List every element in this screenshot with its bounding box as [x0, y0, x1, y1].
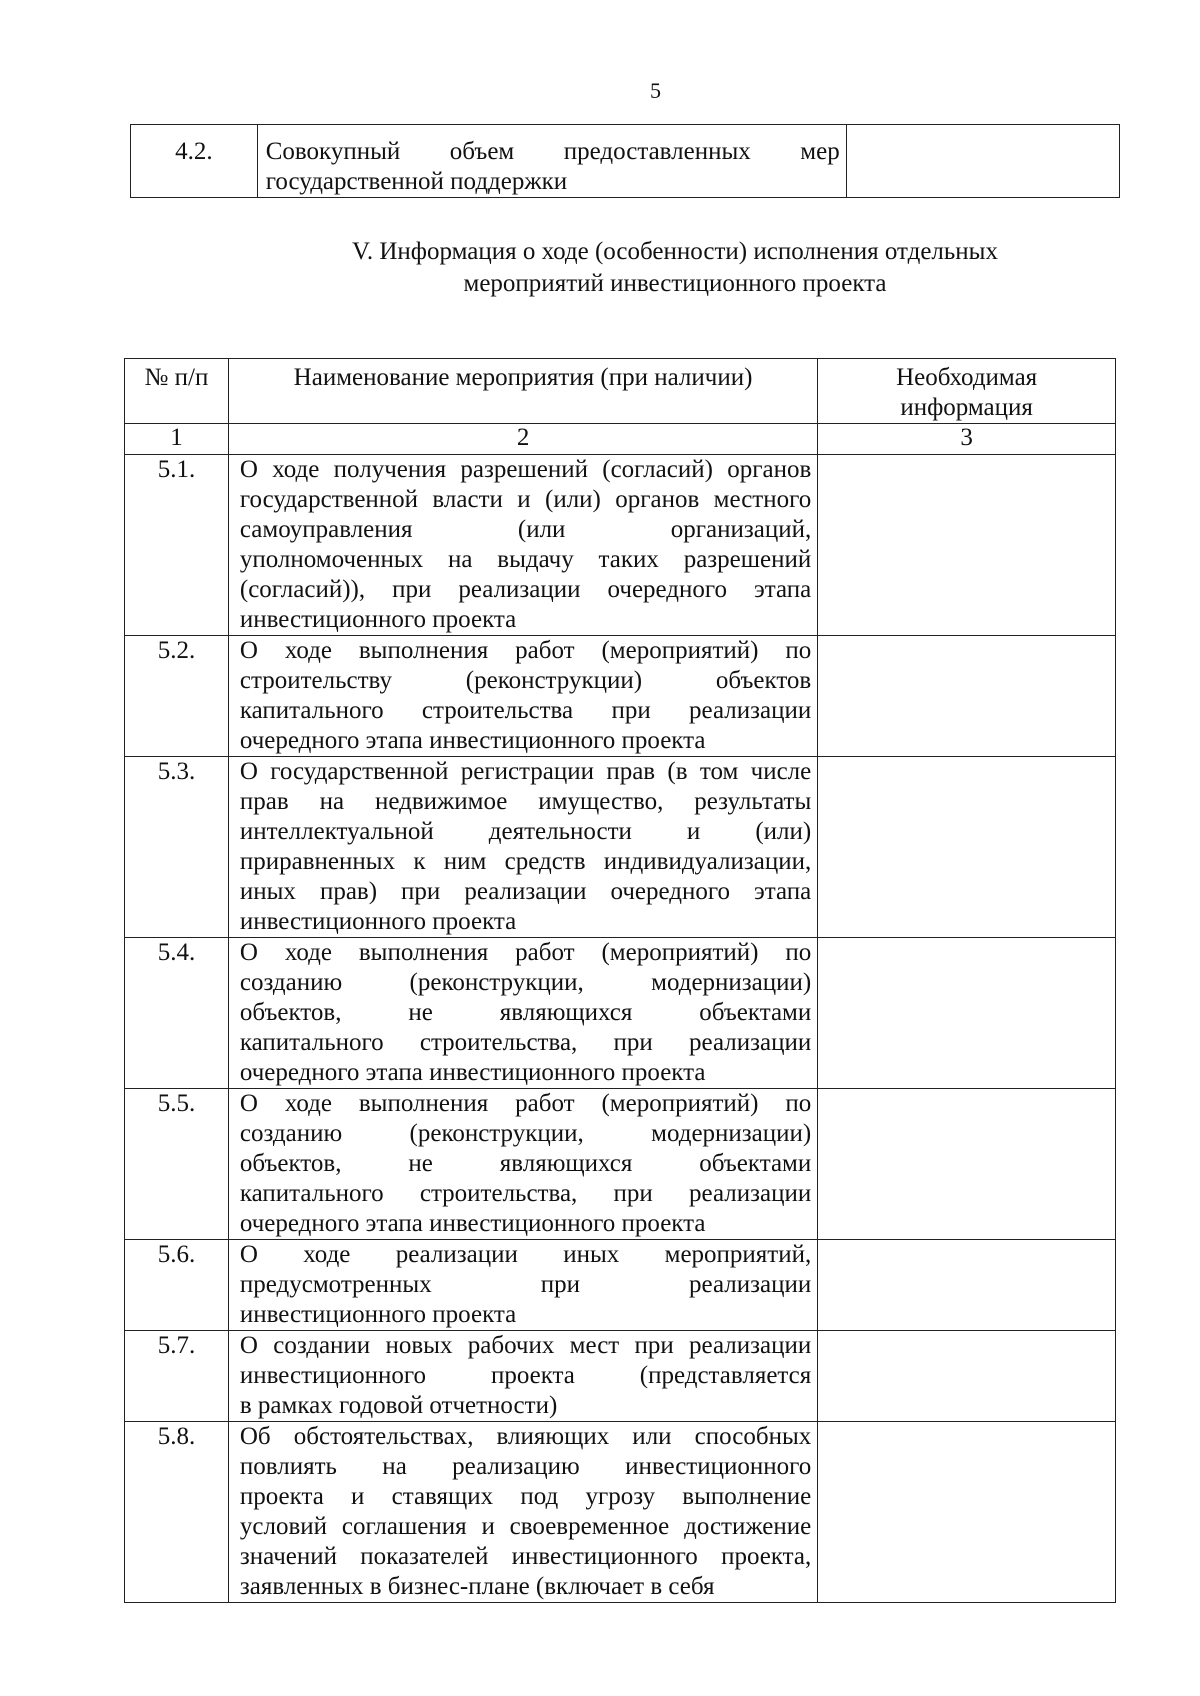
section-title-line: мероприятий инвестиционного проекта: [463, 270, 887, 297]
text-line: О ходе выполнения работ (мероприятий) по: [239, 637, 812, 664]
row-number: 4.2.: [131, 125, 258, 198]
row-number: 5.4.: [125, 938, 229, 1089]
text-line: О государственной регистрации прав (в том числе: [239, 758, 812, 785]
row-info: [818, 455, 1116, 636]
text-line: условий соглашения и своевременное достижение: [239, 1513, 812, 1540]
text-line: интеллектуальной деятельности и (или): [239, 818, 812, 845]
row-number: 5.3.: [125, 757, 229, 938]
row-number: 5.7.: [125, 1331, 229, 1422]
row-info: [818, 1240, 1116, 1331]
text-line: инвестиционного проекта: [239, 606, 517, 633]
text-line: иных прав) при реализации очередного этапа: [239, 878, 812, 905]
section-title-line: V. Информация о ходе (особенности) исполнения отдельных: [352, 238, 998, 265]
table-row: [131, 125, 1120, 198]
row-text: [228, 1422, 817, 1603]
text-line: (согласий)), при реализации очередного этапа: [239, 576, 812, 603]
text-line: инвестиционного проекта (представляется: [239, 1362, 812, 1389]
header-name: Наименование мероприятия (при наличии): [228, 359, 817, 424]
text-line: прав на недвижимое имущество, результаты: [239, 788, 812, 815]
text-line: очередного этапа инвестиционного проекта: [239, 1059, 706, 1086]
text-line: инвестиционного проекта: [239, 908, 517, 935]
text-line: созданию (реконструкции, модернизации): [239, 969, 812, 996]
header-number: № п/п: [125, 359, 229, 424]
row-info: [818, 636, 1116, 757]
row-text: [228, 636, 817, 757]
table-row: [125, 1240, 1116, 1331]
row-value: [846, 125, 1119, 198]
text-line: О ходе реализации иных мероприятий,: [239, 1241, 812, 1268]
row-info: [818, 1422, 1116, 1603]
text-line: строительству (реконструкции) объектов: [239, 667, 812, 694]
text-line: О создании новых рабочих мест при реализации: [239, 1332, 812, 1359]
row-text: [257, 125, 846, 198]
row-number: 5.2.: [125, 636, 229, 757]
section-title: [250, 236, 1100, 300]
text-line: капитального строительства, при реализации: [239, 1029, 812, 1056]
text-line: повлиять на реализацию инвестиционного: [239, 1453, 812, 1480]
text-line: созданию (реконструкции, модернизации): [239, 1120, 812, 1147]
row-text: [228, 1089, 817, 1240]
text-line: государственной поддержки: [265, 168, 568, 195]
row-text: [228, 1240, 817, 1331]
text-line: очередного этапа инвестиционного проекта: [239, 1210, 706, 1237]
table-header-row: [125, 359, 1116, 424]
column-number: 1: [125, 424, 229, 455]
column-numbers-row: [125, 424, 1116, 455]
text-line: уполномоченных на выдачу таких разрешений: [239, 546, 812, 573]
text-line: капитального строительства при реализации: [239, 697, 812, 724]
table-row: [125, 1089, 1116, 1240]
table-row: [125, 636, 1116, 757]
row-text: [228, 757, 817, 938]
row-text: [228, 1331, 817, 1422]
table-body: [125, 455, 1116, 1603]
text-line: приравненных к ним средств индивидуализации,: [239, 848, 812, 875]
text-line: О ходе выполнения работ (мероприятий) по: [239, 1090, 812, 1117]
column-number: 3: [818, 424, 1116, 455]
text-line: значений показателей инвестиционного проекта,: [239, 1543, 812, 1570]
text-line: заявленных в бизнес-плане (включает в себя: [239, 1573, 715, 1600]
text-line: Совокупный объем предоставленных мер: [265, 138, 840, 165]
row-info: [818, 938, 1116, 1089]
table-row: [125, 938, 1116, 1089]
row-info: [818, 757, 1116, 938]
text-line: самоуправления (или организаций,: [239, 516, 812, 543]
table-row: [125, 757, 1116, 938]
text-line: О ходе выполнения работ (мероприятий) по: [239, 939, 812, 966]
table-row: [125, 1331, 1116, 1422]
text-line: объектов, не являющихся объектами: [239, 999, 812, 1026]
text-line: Об обстоятельствах, влияющих или способных: [239, 1423, 812, 1450]
row-number: 5.6.: [125, 1240, 229, 1331]
table-row: [125, 455, 1116, 636]
events-table: [124, 358, 1116, 1603]
row-number: 5.8.: [125, 1422, 229, 1603]
text-line: объектов, не являющихся объектами: [239, 1150, 812, 1177]
text-line: О ходе получения разрешений (согласий) органов: [239, 456, 812, 483]
row-info: [818, 1089, 1116, 1240]
row-number: 5.5.: [125, 1089, 229, 1240]
page-number: 5: [650, 78, 661, 103]
text-line: в рамках годовой отчетности): [239, 1392, 558, 1419]
text-line: государственной власти и (или) органов местного: [239, 486, 812, 513]
header-info-line: Необходимая: [896, 364, 1038, 391]
row-info: [818, 1331, 1116, 1422]
column-number: 2: [228, 424, 817, 455]
text-line: предусмотренных при реализации: [239, 1271, 812, 1298]
text-line: очередного этапа инвестиционного проекта: [239, 727, 706, 754]
header-info-line: информация: [900, 394, 1033, 421]
text-line: инвестиционного проекта: [239, 1301, 517, 1328]
row-number: 5.1.: [125, 455, 229, 636]
table-row: [125, 1422, 1116, 1603]
header-info: [818, 359, 1116, 424]
text-line: капитального строительства, при реализации: [239, 1180, 812, 1207]
top-table: [130, 124, 1120, 198]
row-text: [228, 455, 817, 636]
text-line: проекта и ставящих под угрозу выполнение: [239, 1483, 812, 1510]
row-text: [228, 938, 817, 1089]
